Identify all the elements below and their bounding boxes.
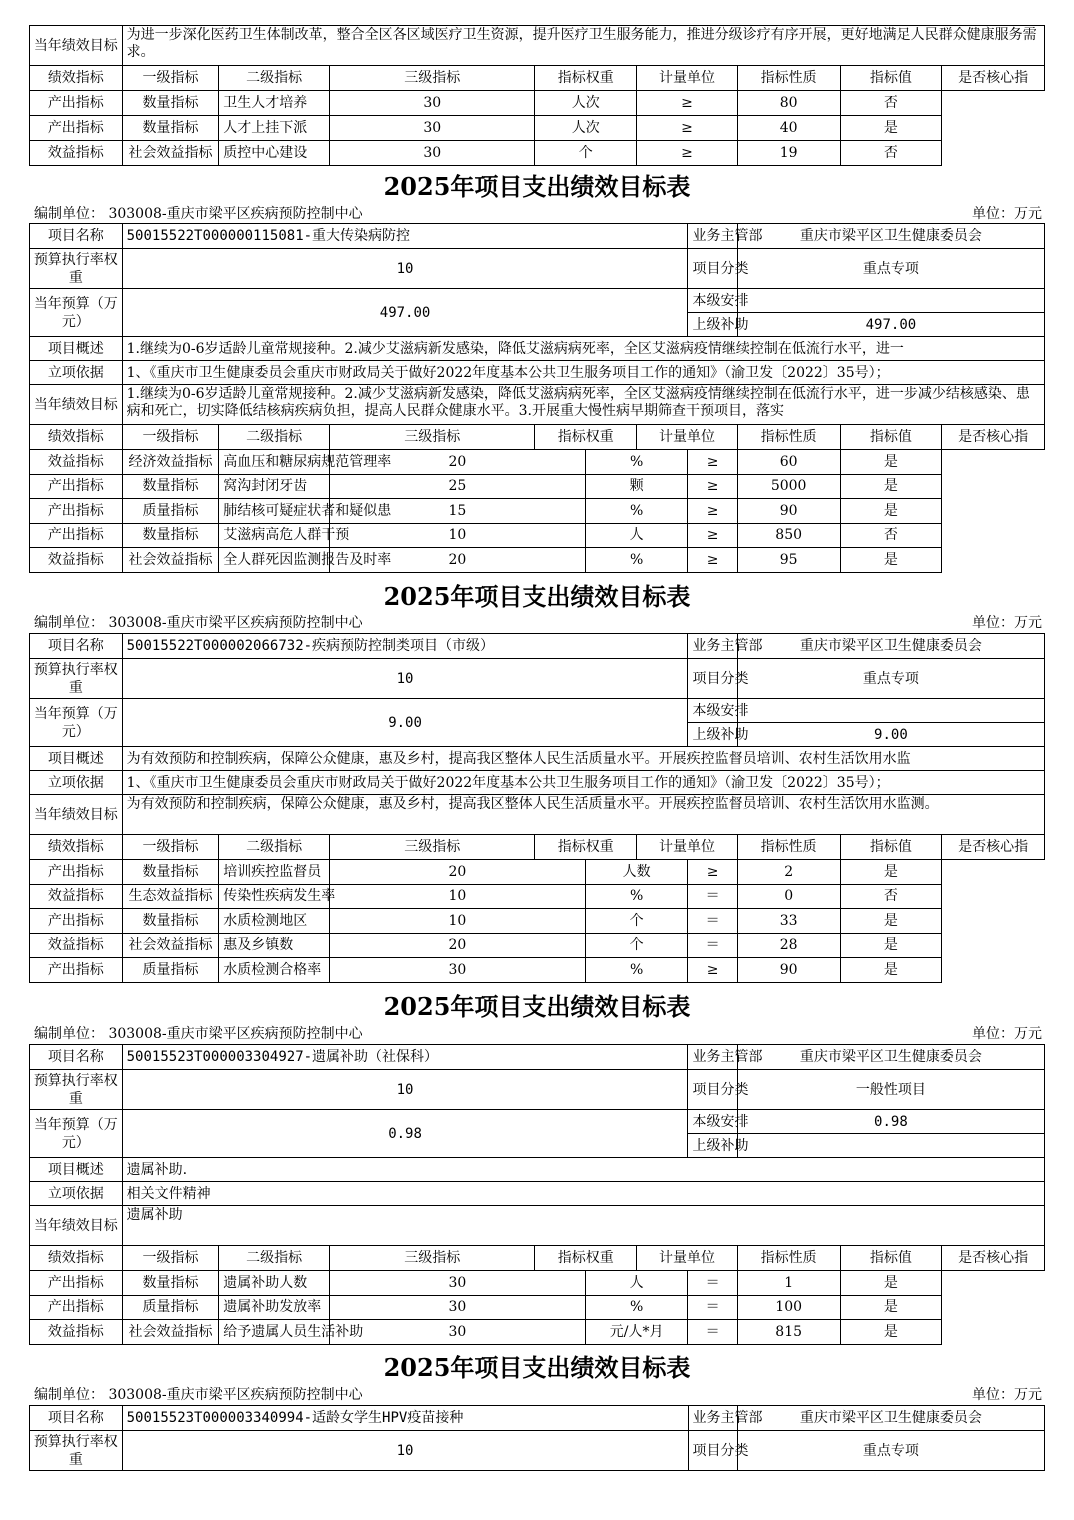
cell-value: 33: [737, 909, 840, 934]
budget-label: 当年预算（万元）: [30, 699, 123, 747]
header-unit: 计量单位: [637, 66, 738, 91]
cell-weight: 10: [330, 909, 586, 934]
indicator-row: [30, 523, 1045, 548]
header-level3: 三级指标: [330, 835, 535, 860]
indicator-row: [30, 141, 1045, 166]
cell-weight: 15: [330, 499, 586, 524]
cell-level2: 数量指标: [122, 523, 219, 548]
cell-unit: 个: [535, 141, 637, 166]
cell-level3: 人才上挂下派: [219, 116, 330, 141]
cell-core: 是: [840, 1271, 942, 1296]
goal-value: 为有效预防和控制疾病，保障公众健康，惠及乡村，提高我区整体人民生活质量水平。开展疾控监督员培训、农村生活饮用水监测。: [122, 795, 1044, 835]
indicator-rows: [30, 91, 1045, 166]
upper-value: 497.00: [737, 313, 1044, 337]
header-level3: 三级指标: [330, 425, 535, 450]
cell-weight: 30: [330, 116, 535, 141]
header-level2: 二级指标: [219, 1246, 330, 1271]
org-line: [34, 1386, 1042, 1404]
cell-core: 是: [840, 116, 942, 141]
header-nature: 指标性质: [737, 835, 840, 860]
header-value: 指标值: [840, 1246, 942, 1271]
cell-unit: 颗: [585, 474, 688, 499]
cell-level3: 窝沟封闭牙齿: [219, 474, 330, 499]
table-title: 2025年项目支出绩效目标表: [383, 1353, 691, 1382]
local-value: [737, 699, 1044, 723]
cell-level1: 产出指标: [30, 1295, 123, 1320]
cell-value: 1: [737, 1271, 840, 1296]
cell-weight: 10: [330, 884, 586, 909]
overview-label: 项目概述: [30, 747, 123, 771]
cell-value: 95: [737, 548, 840, 573]
header-weight: 指标权重: [535, 835, 637, 860]
local-value: 0.98: [737, 1110, 1044, 1134]
org-name: 303008-重庆市梁平区疾病预防控制中心: [108, 206, 363, 222]
header-core: 是否核心指: [942, 1246, 1045, 1271]
exec-rate-value: 10: [122, 1431, 688, 1471]
category-value: 重点专项: [737, 249, 1044, 289]
dept-label: 业务主管部: [688, 634, 737, 659]
dept-label: 业务主管部: [688, 1045, 737, 1070]
indicator-rows: [30, 1271, 1045, 1345]
cell-nature: ＝: [688, 884, 737, 909]
indicator-row: [30, 860, 1045, 885]
cell-value: 80: [737, 91, 840, 116]
cell-core: 是: [840, 860, 942, 885]
cell-value: 28: [737, 933, 840, 958]
project-table: [29, 1405, 1045, 1471]
unit-label: 单位：万元: [972, 615, 1042, 631]
cell-nature: ≥: [688, 523, 737, 548]
cell-level2: 质量指标: [122, 1295, 219, 1320]
cell-level1: 效益指标: [30, 450, 123, 475]
cell-unit: 人数: [585, 860, 688, 885]
cell-core: 否: [840, 141, 942, 166]
category-label: 项目分类: [688, 659, 737, 699]
local-value: [737, 289, 1044, 313]
header-value: 指标值: [840, 425, 942, 450]
header-level2: 二级指标: [219, 66, 330, 91]
header-level3: 三级指标: [330, 66, 535, 91]
header-level3: 三级指标: [330, 1246, 535, 1271]
table-title: 2025年项目支出绩效目标表: [383, 582, 691, 611]
cell-unit: %: [585, 499, 688, 524]
indicator-row: [30, 1295, 1045, 1320]
cell-nature: ＝: [688, 1295, 737, 1320]
cell-unit: %: [585, 884, 688, 909]
org-line: [34, 614, 1042, 632]
header-level1: 一级指标: [122, 425, 219, 450]
indicators-label: 绩效指标: [30, 835, 123, 860]
cell-core: 是: [840, 933, 942, 958]
dept-value: 重庆市梁平区卫生健康委员会: [737, 1045, 1044, 1070]
project-name-label: 项目名称: [30, 224, 123, 249]
overview-value: 遗属补助.: [122, 1158, 1044, 1182]
cell-level1: 效益指标: [30, 1320, 123, 1345]
header-unit: 计量单位: [637, 1246, 738, 1271]
cell-core: 是: [840, 474, 942, 499]
dept-value: 重庆市梁平区卫生健康委员会: [737, 634, 1044, 659]
header-value: 指标值: [840, 66, 942, 91]
indicator-rows: [30, 860, 1045, 983]
cell-unit: 人次: [535, 116, 637, 141]
org-prefix: 编制单位：: [34, 615, 104, 631]
indicator-row: [30, 933, 1045, 958]
project-name-label: 项目名称: [30, 1406, 123, 1431]
indicators-label: 绩效指标: [30, 425, 123, 450]
cell-unit: 人: [585, 523, 688, 548]
cell-level3: 艾滋病高危人群干预: [219, 523, 330, 548]
budget-label: 当年预算（万元）: [30, 1110, 123, 1158]
budget-value: 0.98: [122, 1110, 688, 1158]
cell-core: 是: [840, 958, 942, 983]
goal-label: 当年绩效目标: [30, 26, 123, 66]
category-label: 项目分类: [688, 1431, 737, 1471]
header-unit: 计量单位: [637, 425, 738, 450]
cell-level2: 生态效益指标: [122, 884, 219, 909]
indicator-row: [30, 884, 1045, 909]
cell-value: 19: [737, 141, 840, 166]
header-unit: 计量单位: [637, 835, 738, 860]
goal-label: 当年绩效目标: [30, 385, 123, 425]
exec-rate-value: 10: [122, 1070, 688, 1110]
cell-level2: 社会效益指标: [122, 141, 219, 166]
org-name: 303008-重庆市梁平区疾病预防控制中心: [108, 1387, 363, 1403]
cell-level2: 数量指标: [122, 116, 219, 141]
header-core: 是否核心指: [942, 835, 1045, 860]
category-label: 项目分类: [688, 1070, 737, 1110]
cell-level1: 产出指标: [30, 958, 123, 983]
cell-unit: 个: [585, 933, 688, 958]
cell-nature: ≥: [637, 141, 738, 166]
cell-weight: 25: [330, 474, 586, 499]
cell-level2: 经济效益指标: [122, 450, 219, 475]
cell-core: 是: [840, 1295, 942, 1320]
project-table: [29, 633, 1045, 983]
exec-rate-value: 10: [122, 249, 688, 289]
cell-weight: 30: [330, 958, 586, 983]
exec-rate-label: 预算执行率权重: [30, 249, 123, 289]
header-level2: 二级指标: [219, 835, 330, 860]
cell-level1: 产出指标: [30, 523, 123, 548]
upper-value: [737, 1134, 1044, 1158]
cell-weight: 20: [330, 548, 586, 573]
table-title: 2025年项目支出绩效目标表: [383, 172, 691, 201]
unit-label: 单位：万元: [972, 1387, 1042, 1403]
cell-nature: ≥: [637, 91, 738, 116]
cell-level2: 数量指标: [122, 474, 219, 499]
cell-value: 90: [737, 499, 840, 524]
cell-weight: 30: [330, 1295, 586, 1320]
cell-value: 60: [737, 450, 840, 475]
indicator-row: [30, 548, 1045, 573]
exec-rate-label: 预算执行率权重: [30, 659, 123, 699]
goal-text: 为进一步深化医药卫生体制改革，整合全区各区域医疗卫生资源，提升医疗卫生服务能力，推进分级诊疗有序开展，更好地满足人民群众健康服务需求。: [122, 26, 1044, 66]
overview-label: 项目概述: [30, 1158, 123, 1182]
cell-weight: 30: [330, 1320, 586, 1345]
indicator-row: [30, 499, 1045, 524]
cell-unit: %: [585, 958, 688, 983]
cell-level3: 水质检测合格率: [219, 958, 330, 983]
dept-label: 业务主管部: [688, 1406, 737, 1431]
cell-core: 是: [840, 548, 942, 573]
indicator-rows: [30, 450, 1045, 573]
cell-level3: 遗属补助人数: [219, 1271, 330, 1296]
cell-weight: 20: [330, 933, 586, 958]
cell-core: 是: [840, 450, 942, 475]
indicators-label: 绩效指标: [30, 1246, 123, 1271]
header-nature: 指标性质: [737, 425, 840, 450]
cell-nature: ＝: [688, 1320, 737, 1345]
indicators-label: 绩效指标: [30, 66, 123, 91]
cell-unit: %: [585, 548, 688, 573]
cell-level3: 给予遗属人员生活补助: [219, 1320, 330, 1345]
basis-value: 相关文件精神: [122, 1182, 1044, 1206]
cell-nature: ＝: [688, 933, 737, 958]
cell-weight: 10: [330, 523, 586, 548]
cell-level1: 产出指标: [30, 116, 123, 141]
exec-rate-label: 预算执行率权重: [30, 1431, 123, 1471]
category-value: 一般性项目: [737, 1070, 1044, 1110]
cell-level2: 社会效益指标: [122, 548, 219, 573]
header-level1: 一级指标: [122, 835, 219, 860]
goal-label: 当年绩效目标: [30, 1206, 123, 1246]
unit-label: 单位：万元: [972, 1026, 1042, 1042]
cell-level2: 社会效益指标: [122, 1320, 219, 1345]
basis-label: 立项依据: [30, 1182, 123, 1206]
cell-weight: 30: [330, 1271, 586, 1296]
basis-value: 1、《重庆市卫生健康委员会重庆市财政局关于做好2022年度基本公共卫生服务项目工作的通知》（渝卫发〔2022〕35号）；: [122, 771, 1044, 795]
cell-nature: ≥: [637, 116, 738, 141]
cell-level2: 质量指标: [122, 958, 219, 983]
upper-label: 上级补助: [688, 723, 737, 747]
cell-core: 否: [840, 884, 942, 909]
goal-value: 1.继续为0-6岁适龄儿童常规接种。2.减少艾滋病新发感染，降低艾滋病病死率，全区艾滋病疫情继续控制在低流行水平，进一步减少结核感染、患病和死亡，切实降低结核病疾病负担，提高人民群众健康水平。3.开展重大慢性病早期筛查干预项目，落实: [122, 385, 1044, 425]
indicator-row: [30, 474, 1045, 499]
local-label: 本级安排: [688, 1110, 737, 1134]
dept-value: 重庆市梁平区卫生健康委员会: [737, 1406, 1044, 1431]
header-nature: 指标性质: [737, 1246, 840, 1271]
cell-level2: 质量指标: [122, 499, 219, 524]
budget-label: 当年预算（万元）: [30, 289, 123, 337]
upper-label: 上级补助: [688, 313, 737, 337]
project-name-value: 50015523T000003340994-适龄女学生HPV疫苗接种: [122, 1406, 688, 1431]
header-value: 指标值: [840, 835, 942, 860]
cell-level2: 社会效益指标: [122, 933, 219, 958]
cell-level3: 培训疾控监督员: [219, 860, 330, 885]
cell-level2: 数量指标: [122, 909, 219, 934]
cell-level3: 传染性疾病发生率: [219, 884, 330, 909]
cell-unit: %: [585, 1295, 688, 1320]
cell-level1: 效益指标: [30, 933, 123, 958]
table-title: 2025年项目支出绩效目标表: [383, 992, 691, 1021]
header-weight: 指标权重: [535, 1246, 637, 1271]
org-line: [34, 1025, 1042, 1043]
org-line: [34, 205, 1042, 223]
header-level1: 一级指标: [122, 66, 219, 91]
exec-rate-value: 10: [122, 659, 688, 699]
cell-nature: ≥: [688, 450, 737, 475]
project-name-value: 50015523T000003304927-遗属补助（社保科）: [122, 1045, 688, 1070]
cell-weight: 20: [330, 450, 586, 475]
header-core: 是否核心指: [942, 66, 1045, 91]
upper-label: 上级补助: [688, 1134, 737, 1158]
header-level2: 二级指标: [219, 425, 330, 450]
project-table: [29, 223, 1045, 573]
header-weight: 指标权重: [535, 425, 637, 450]
cell-unit: %: [585, 450, 688, 475]
local-label: 本级安排: [688, 699, 737, 723]
cell-level1: 效益指标: [30, 884, 123, 909]
cell-value: 850: [737, 523, 840, 548]
org-prefix: 编制单位：: [34, 1026, 104, 1042]
indicator-row: [30, 1320, 1045, 1345]
cell-weight: 20: [330, 860, 586, 885]
cell-unit: 人: [585, 1271, 688, 1296]
cell-level1: 产出指标: [30, 860, 123, 885]
org-name: 303008-重庆市梁平区疾病预防控制中心: [108, 615, 363, 631]
project-name-label: 项目名称: [30, 1045, 123, 1070]
cell-nature: ≥: [688, 958, 737, 983]
cell-nature: ≥: [688, 860, 737, 885]
cell-level1: 产出指标: [30, 1271, 123, 1296]
project-name-label: 项目名称: [30, 634, 123, 659]
cell-weight: 30: [330, 91, 535, 116]
cell-core: 否: [840, 91, 942, 116]
cell-value: 5000: [737, 474, 840, 499]
cell-level1: 产出指标: [30, 91, 123, 116]
overview-label: 项目概述: [30, 337, 123, 361]
indicator-row: [30, 91, 1045, 116]
project-table: [29, 1044, 1045, 1345]
cell-core: 是: [840, 1320, 942, 1345]
exec-rate-label: 预算执行率权重: [30, 1070, 123, 1110]
cell-level3: 遗属补助发放率: [219, 1295, 330, 1320]
indicator-row: [30, 116, 1045, 141]
dept-value: 重庆市梁平区卫生健康委员会: [737, 224, 1044, 249]
indicator-row: [30, 958, 1045, 983]
header-level1: 一级指标: [122, 1246, 219, 1271]
cell-value: 90: [737, 958, 840, 983]
basis-label: 立项依据: [30, 771, 123, 795]
cell-level2: 数量指标: [122, 1271, 219, 1296]
cell-nature: ≥: [688, 548, 737, 573]
cell-level3: 高血压和糖尿病规范管理率: [219, 450, 330, 475]
cell-level2: 数量指标: [122, 860, 219, 885]
org-prefix: 编制单位：: [34, 1387, 104, 1403]
cell-core: 是: [840, 909, 942, 934]
project-name-value: 50015522T000002066732-疾病预防控制类项目（市级）: [122, 634, 688, 659]
cell-core: 否: [840, 523, 942, 548]
cell-value: 815: [737, 1320, 840, 1345]
overview-value: 为有效预防和控制疾病，保障公众健康，惠及乡村，提高我区整体人民生活质量水平。开展疾控监督员培训、农村生活饮用水监: [122, 747, 1044, 771]
unit-label: 单位：万元: [972, 206, 1042, 222]
budget-value: 9.00: [122, 699, 688, 747]
goal-label: 当年绩效目标: [30, 795, 123, 835]
dept-label: 业务主管部: [688, 224, 737, 249]
cell-nature: ＝: [688, 909, 737, 934]
cell-unit: 个: [585, 909, 688, 934]
upper-value: 9.00: [737, 723, 1044, 747]
cell-unit: 元/人*月: [585, 1320, 688, 1345]
header-nature: 指标性质: [737, 66, 840, 91]
cell-level3: 肺结核可疑症状者和疑似患: [219, 499, 330, 524]
cell-level1: 产出指标: [30, 499, 123, 524]
cell-core: 是: [840, 499, 942, 524]
cell-value: 0: [737, 884, 840, 909]
org-prefix: 编制单位：: [34, 206, 104, 222]
basis-label: 立项依据: [30, 361, 123, 385]
cell-level1: 效益指标: [30, 141, 123, 166]
overview-value: 1.继续为0-6岁适龄儿童常规接种。2.减少艾滋病新发感染，降低艾滋病病死率，全区艾滋病疫情继续控制在低流行水平，进一: [122, 337, 1044, 361]
cell-level3: 卫生人才培养: [219, 91, 330, 116]
cell-weight: 30: [330, 141, 535, 166]
header-core: 是否核心指: [942, 425, 1045, 450]
cell-nature: ≥: [688, 474, 737, 499]
cell-nature: ≥: [688, 499, 737, 524]
indicator-row: [30, 909, 1045, 934]
cell-level3: 质控中心建设: [219, 141, 330, 166]
cell-unit: 人次: [535, 91, 637, 116]
category-value: 重点专项: [737, 1431, 1044, 1471]
cell-level3: 水质检测地区: [219, 909, 330, 934]
goal-value: 遗属补助: [122, 1206, 1044, 1246]
cell-level2: 数量指标: [122, 91, 219, 116]
cell-value: 40: [737, 116, 840, 141]
cell-value: 2: [737, 860, 840, 885]
cell-value: 100: [737, 1295, 840, 1320]
cell-level1: 产出指标: [30, 909, 123, 934]
category-label: 项目分类: [688, 249, 737, 289]
category-value: 重点专项: [737, 659, 1044, 699]
cell-level3: 全人群死因监测报告及时率: [219, 548, 330, 573]
indicator-row: [30, 1271, 1045, 1296]
cell-level1: 效益指标: [30, 548, 123, 573]
cell-nature: ＝: [688, 1271, 737, 1296]
top-partial-table: [29, 25, 1045, 166]
local-label: 本级安排: [688, 289, 737, 313]
budget-value: 497.00: [122, 289, 688, 337]
basis-value: 1、《重庆市卫生健康委员会重庆市财政局关于做好2022年度基本公共卫生服务项目工作的通知》（渝卫发〔2022〕35号）；: [122, 361, 1044, 385]
cell-level1: 产出指标: [30, 474, 123, 499]
org-name: 303008-重庆市梁平区疾病预防控制中心: [108, 1026, 363, 1042]
project-name-value: 50015522T000000115081-重大传染病防控: [122, 224, 688, 249]
indicator-row: [30, 450, 1045, 475]
header-weight: 指标权重: [535, 66, 637, 91]
cell-level3: 惠及乡镇数: [219, 933, 330, 958]
